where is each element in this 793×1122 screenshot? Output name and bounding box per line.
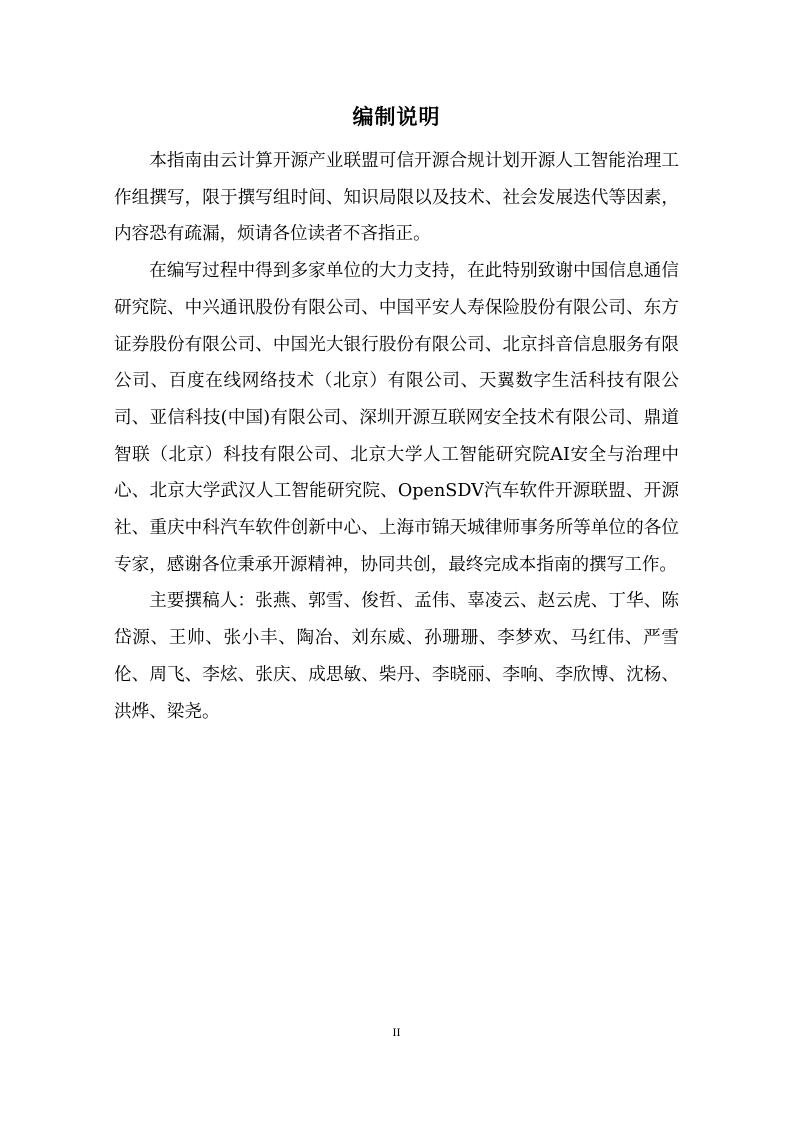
page-title: 编制说明: [352, 105, 441, 129]
page-number: II: [392, 1025, 401, 1039]
paragraph-intro: 本指南由云计算开源产业联盟可信开源合规计划开源人工智能治理工作组撰写，限于撰写组时间、知识局限以及技术、社会发展迭代等因素，内容恐有疏漏，烦请各位读者不吝指正。: [114, 151, 679, 245]
body-text: [114, 143, 679, 730]
paragraph-authors: 主要撰稿人：张燕、郭雪、俊哲、孟伟、辜凌云、赵云虎、丁华、陈岱源、王帅、张小丰、陶冶、刘东威、孙珊珊、李梦欢、马红伟、严雪伦、周飞、李炫、张庆、成思敏、柴丹、李晓丽、李响、李欣博、沈杨、洪烨、梁尧。: [114, 591, 679, 722]
paragraph-acknowledgements: 在编写过程中得到多家单位的大力支持，在此特别致谢中国信息通信研究院、中兴通讯股份有限公司、中国平安人寿保险股份有限公司、东方证券股份有限公司、中国光大银行股份有限公司、北京抖音信息服务有限公司、百度在线网络技术（北京）有限公司、天翼数字生活科技有限公司、亚信科技(中国)有限公司、深圳开源互联网安全技术有限公司、鼎道智联（北京）科技有限公司、北京大学人工智能研究院AI安全与治理中心、北京大学武汉人工智能研究院、OpenSDV汽车软件开源联盟、开源社、重庆中科汽车软件创新中心、上海市锦天城律师事务所等单位的各位专家，感谢各位秉承开源精神，协同共创，最终完成本指南的撰写工作。: [114, 261, 679, 575]
